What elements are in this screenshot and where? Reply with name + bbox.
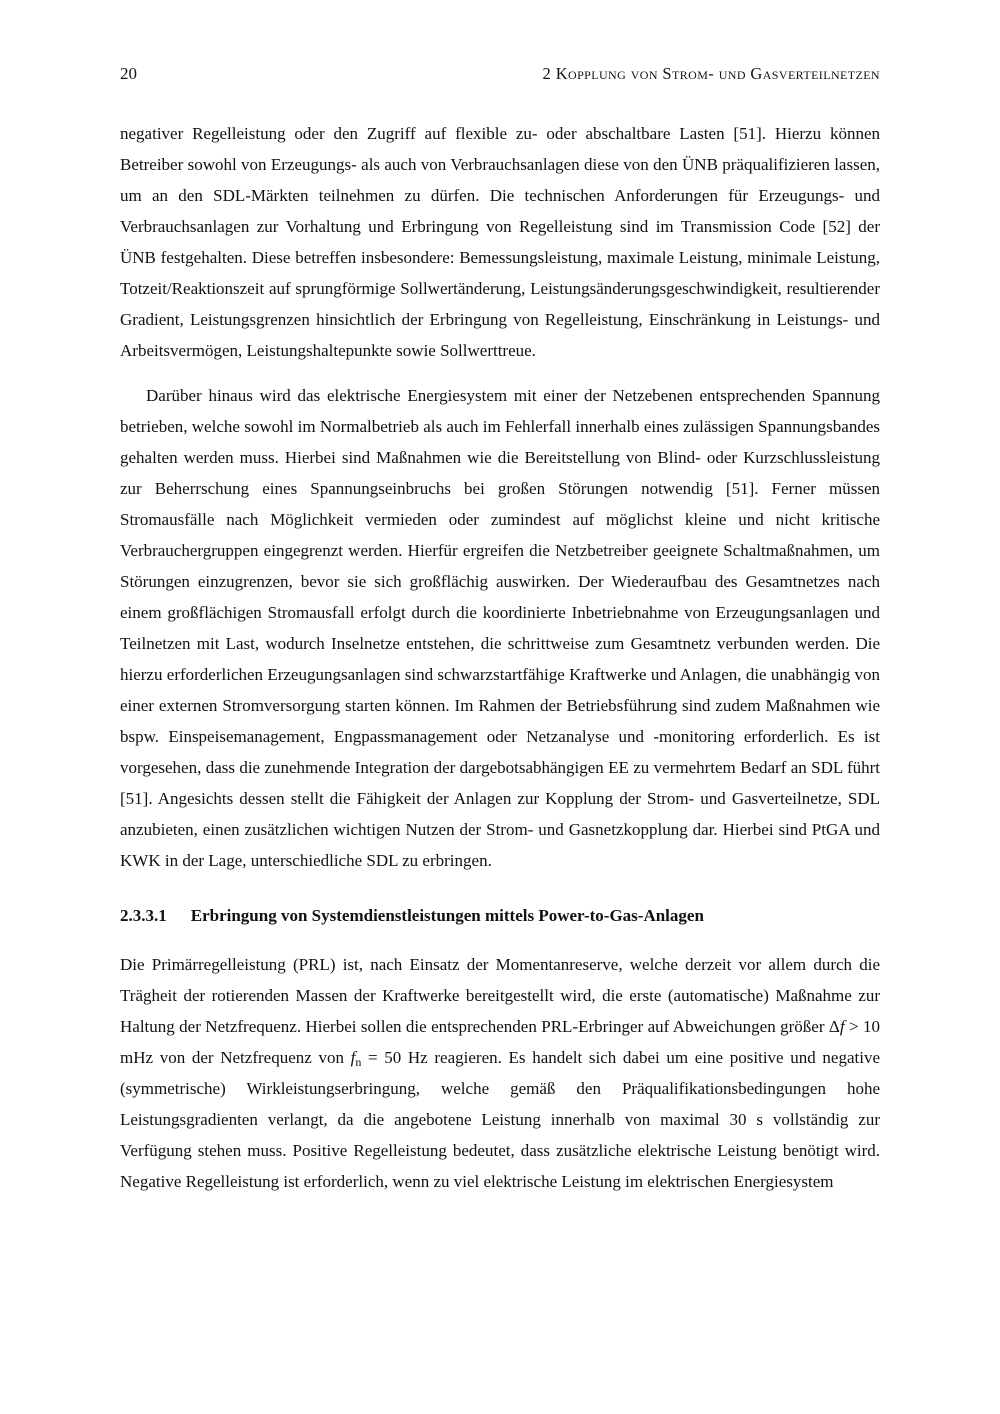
text-run: > 10 mHz von der Netzfrequenz von: [120, 1017, 881, 1067]
math-var-f: f: [350, 1048, 356, 1067]
section-number: 2.3.3.1: [120, 906, 167, 925]
page-body: [120, 118, 880, 1197]
paragraph-energiesystem: Darüber hinaus wird das elektrische Energiesystem mit einer der Netzebenen entsprechenden Spannung betrieben, welche sowohl im Normalbetrieb als auch im Fehlerfall innerhalb eines zulässigen Spannungsbandes gehalten werden muss. Hierbei sind Maßnahmen wie die Bereitstellung von Blind- oder Kurzschlussleistung zur Beherrschung eines Spannungseinbruchs bei großen Störungen notwendig [51]. Ferner müssen Stromausfälle nach Möglichkeit vermieden oder zumindest auf möglichst kleine und nicht kritische Verbrauchergruppen eingegrenzt werden. Hierfür ergreifen die Netzbetreiber geeignete Schaltmaßnahmen, um Störungen einzugrenzen, bevor sie sich großflächig auswirken. Der Wiederaufbau des Gesamtnetzes nach einem großflächigen Stromausfall erfolgt durch die koordinierte Inbetriebnahme von Erzeugungsanlagen und Teilnetzen mit Last, wodurch Inselnetze entstehen, die schrittweise zum Gesamtnetz verbunden werden. Die hierzu erforderlichen Erzeugungsanlagen sind schwarzstartfähige Kraftwerke und Anlagen, die unabhängig von einer externen Stromversorgung starten können. Im Rahmen der Betriebsführung sind zudem Maßnahmen wie bspw. Einspeisemanagement, Engpassmanagement oder Netzanalyse und -monitoring erforderlich. Es ist vorgesehen, dass die zunehmende Integration der dargebotsabhängigen EE zu vermehrtem Bedarf an SDL führt [51]. Angesichts dessen stellt die Fähigkeit der Anlagen zur Kopplung der Strom- und Gasverteilnetze, SDL anzubieten, einen zusätzlichen wichtigen Nutzen der Strom- und Gasnetzkopplung dar. Hierbei sind PtGA und KWK in der Lage, unterschiedliche SDL zu erbringen.: [120, 386, 880, 870]
math-subscript-n: n: [355, 1055, 362, 1069]
text-run: = 50 Hz reagieren. Es handelt sich dabei um eine positive und negative (symmetrische) Wirkleistungserbringung, welche gemäß den Präqualifikationsbedingungen hohe Leistungsgradienten verlangt, da die angebotene Leistung innerhalb von maximal 30 s vollständig zur Verfügung stehen muss. Positive Regelleistung bedeutet, dass zusätzliche elektrische Leistung benötigt wird. Negative Regelleistung ist erforderlich, wenn zu viel elektrische Leistung im elektrischen Energiesystem: [120, 1048, 880, 1191]
paragraph-primaerregelleistung: [120, 949, 880, 1197]
math-var-f: f: [839, 1017, 845, 1036]
text-run: Die Primärregelleistung (PRL) ist, nach Einsatz der Momentanreserve, welche derzeit vor allem durch die Trägheit der rotierenden Massen der Kraftwerke bereitgestellt wird, die erste (automatische) Maßnahme zur Haltung der Netzfrequenz. Hierbei sollen die entsprechenden PRL-Erbringer auf Abweichungen größer Δ: [120, 955, 880, 1036]
page-header: [120, 64, 880, 84]
running-header: 2 Kopplung von Strom- und Gasverteilnetzen: [542, 64, 880, 83]
paragraph-regelleistung: negativer Regelleistung oder den Zugriff auf flexible zu- oder abschaltbare Lasten [51]. Hierzu können Betreiber sowohl von Erzeugungs- als auch von Verbrauchsanlagen diese von den ÜNB präqualifizieren lassen, um an den SDL-Märkten teilnehmen zu dürfen. Die technischen Anforderungen für Erzeugungs- und Verbrauchsanlagen zur Vorhaltung und Erbringung von Regelleistung sind im Transmission Code [52] der ÜNB festgehalten. Diese betreffen insbesondere: Bemessungsleistung, maximale Leistung, minimale Leistung, Totzeit/Reaktionszeit auf sprungförmige Sollwertänderung, Leistungsänderungsgeschwindigkeit, resultierender Gradient, Leistungsgrenzen hinsichtlich der Erbringung von Regelleistung, Einschränkung in Leistungs- und Arbeitsvermögen, Leistungshaltepunkte sowie Sollwerttreue.: [120, 124, 880, 360]
section-heading: [120, 900, 880, 931]
section-title: Erbringung von Systemdienstleistungen mittels Power-to-Gas-Anlagen: [190, 906, 704, 925]
page-number: 20: [120, 64, 137, 83]
